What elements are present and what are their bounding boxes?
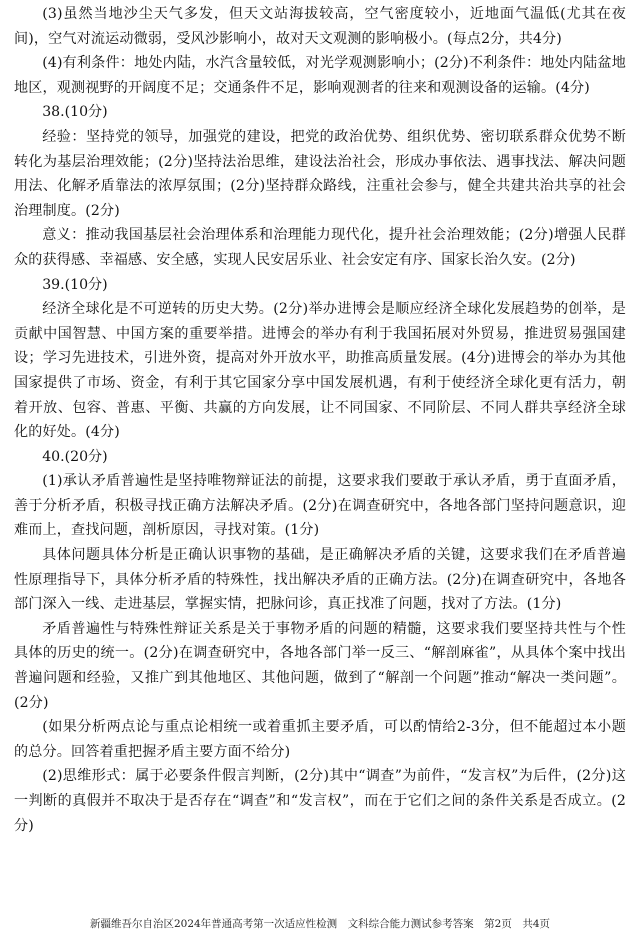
question-40-heading: 40.(20分) xyxy=(42,448,108,465)
answer-q40-part1-universality: (1)承认矛盾普遍性是坚持唯物辩证法的前提，这要求我们要敢于承认矛盾，勇于直面矛盾，善于分析矛盾，积极寻找正确方法解决矛盾。(2分)在调查研究中，各地各部门坚持问题意识，迎难而上，查找问题，剖析原因，寻找对策。(1分) xyxy=(14,473,626,539)
answer-q40-part1-particularity: 具体问题具体分析是正确认识事物的基础，是正确解决矛盾的关键，这要求我们在矛盾普遍性原理指导下，具体分析矛盾的特殊性，找出解决矛盾的正确方法。(2分)在调查研究中，各地各部门深入一线、走进基层，掌握实情，把脉问诊，真正找准了问题，找对了方法。(1分) xyxy=(14,547,626,613)
answer-q38-experience: 经验：坚持党的领导，加强党的建设，把党的政治优势、组织优势、密切联系群众优势不断转化为基层治理效能；(2分)坚持法治思维，建设法治社会，形成办事依法、遇事找法、解决问题用法、化解矛盾靠法的浓厚氛围；(2分)坚持群众路线，注重社会参与，健全共建共治共享的社会治理制度。(2分) xyxy=(14,128,626,219)
answer-q40-part1-dialectic: 矛盾普遍性与特殊性辩证关系是关于事物矛盾的问题的精髓，这要求我们要坚持共性与个性具体的历史的统一。(2分)在调查研究中，各地各部门举一反三、“解剖麻雀”，从具体个案中找出普遍问题和经验，又推广到其他地区、其他问题，做到了“解剖一个问题”推动“解决一类问题”。(2分) xyxy=(14,620,626,711)
question-39-heading: 39.(10分) xyxy=(42,276,108,293)
answer-q37-part3: (3)虽然当地沙尘天气多发，但天文站海拔较高，空气密度较小，近地面气温低(尤其在夜间)，空气对流运动微弱，受风沙影响小，故对天文观测的影响极小。(每点2分，共4分) xyxy=(14,6,626,47)
answer-q37-part4: (4)有利条件：地处内陆，水汽含量较低，对光学观测影响小；(2分)不利条件：地处内陆盆地地区，观测视野的开阔度不足；交通条件不足，影响观测者的往来和观测设备的运输。(4分) xyxy=(14,55,626,96)
answer-q40-scoring-note: (如果分析两点论与重点论相统一或着重抓主要矛盾，可以酌情给2-3分，但不能超过本小题的总分。回答着重把握矛盾主要方面不给分) xyxy=(14,719,626,760)
answer-q39: 经济全球化是不可逆转的历史大势。(2分)举办进博会是顺应经济全球化发展趋势的创举，是贡献中国智慧、中国方案的重要举措。进博会的举办有利于我国拓展对外贸易，推进贸易强国建设；学习先进技术，引进外资，提高对外开放水平，助推高质量发展。(4分)进博会的举办为其他国家提供了市场、资金，有利于其它国家分享中国发展机遇，有利于使经济全球化更有活力，朝着开放、包容、普惠、平衡、共赢的方向发展，让不同国家、不同阶层、不同人群共享经济全球化的好处。(4分) xyxy=(14,301,626,441)
page-footer: 新疆维吾尔自治区2024年普通高考第一次适应性检测 文科综合能力测试参考答案 第2页 共4页 xyxy=(89,918,551,930)
answer-content xyxy=(14,2,626,838)
question-38-heading: 38.(10分) xyxy=(42,104,108,121)
answer-q38-significance: 意义：推动我国基层社会治理体系和治理能力现代化，提升社会治理效能；(2分)增强人民群众的获得感、幸福感、安全感，实现人民安居乐业、社会安定有序、国家长治久安。(2分) xyxy=(14,227,626,268)
answer-q40-part2: (2)思维形式：属于必要条件假言判断，(2分)其中“调查”为前件，“发言权”为后件，(2分)这一判断的真假并不取决于是否存在“调查”和“发言权”，而在于它们之间的条件关系是否成立。(2分) xyxy=(14,768,626,834)
